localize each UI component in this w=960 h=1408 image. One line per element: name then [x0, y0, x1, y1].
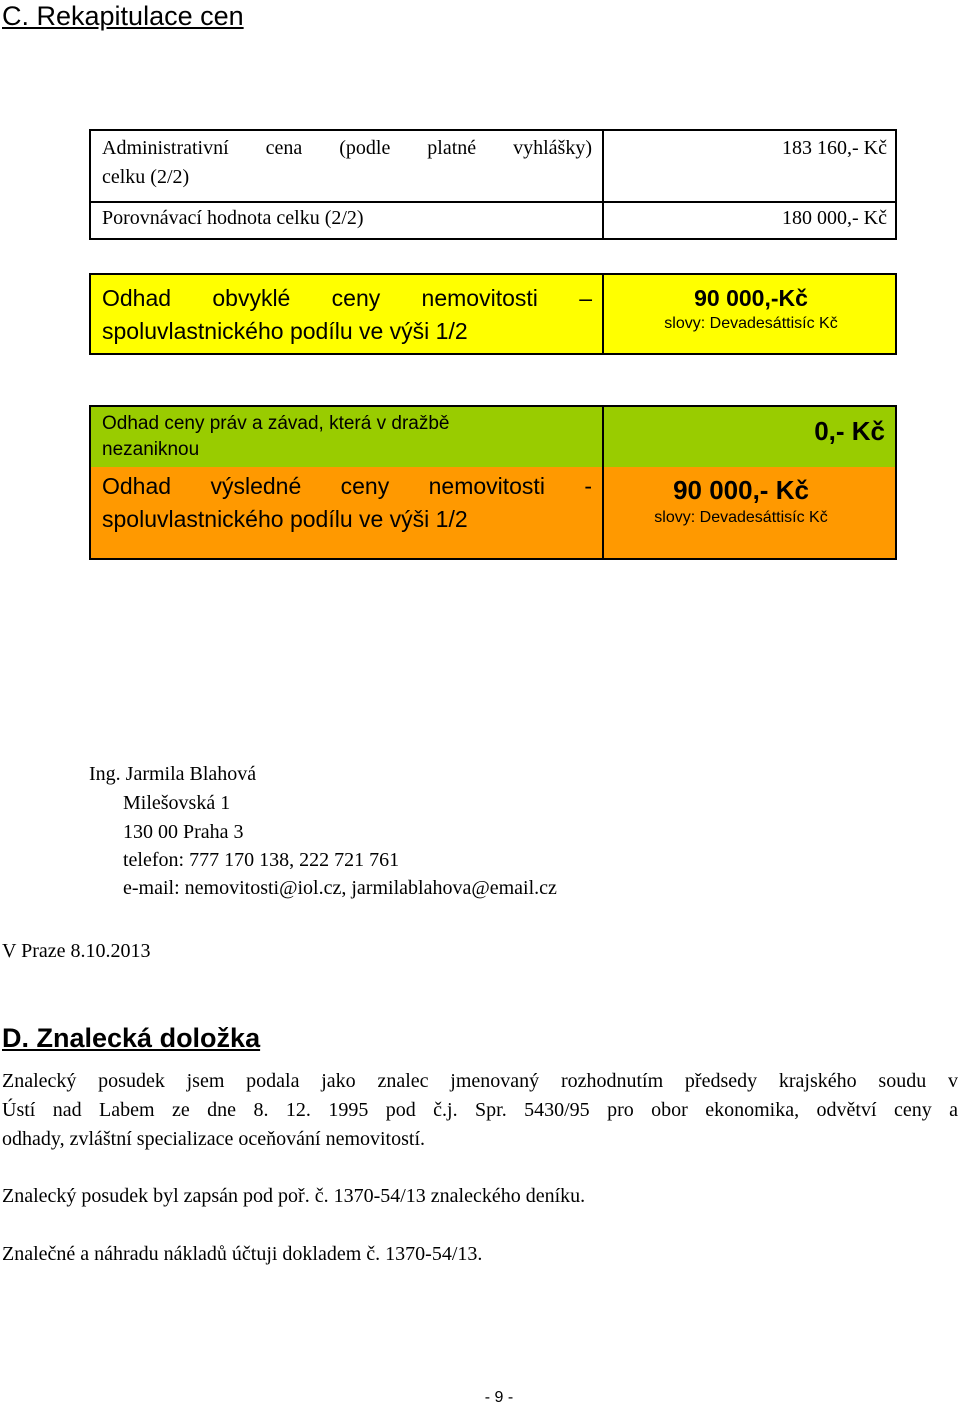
fee-paragraph: Znalečné a náhradu nákladů účtuji dokladem č. 1370-54/13.	[2, 1243, 483, 1265]
section-c-title: C. Rekapitulace cen	[2, 1, 244, 31]
rights-defects-amount: 0,- Kč	[814, 416, 885, 446]
administrative-price-label: Administrativní cena (podle platné vyhlášky) celku (2/2)	[102, 137, 592, 188]
rights-defects-label: Odhad ceny práv a závad, která v dražbě nezaniknou	[102, 413, 450, 460]
price-table-basic	[89, 129, 897, 240]
diary-entry-paragraph: Znalecký posudek byl zapsán pod poř. č. 1370-54/13 znaleckého deníku.	[2, 1185, 586, 1207]
usual-price-amount: 90 000,-Kč	[694, 285, 808, 311]
usual-price-words: slovy: Devadesáttisíc Kč	[664, 315, 838, 332]
expert-email: e-mail: nemovitosti@iol.cz, jarmilablahova@email.cz	[123, 877, 557, 899]
expert-city: 130 00 Praha 3	[123, 821, 244, 843]
final-price-words: slovy: Devadesáttisíc Kč	[654, 509, 828, 526]
comparison-value-amount: 180 000,- Kč	[782, 207, 887, 229]
usual-price-value-cell	[605, 283, 897, 335]
usual-price-label: Odhad obvyklé ceny nemovitosti – spoluvlastnického podílu ve výši 1/2	[102, 285, 592, 344]
expert-street: Milešovská 1	[123, 792, 231, 814]
final-price-amount: 90 000,- Kč	[673, 475, 809, 505]
final-price-table	[89, 405, 897, 560]
section-d-title: D. Znalecká doložka	[2, 1023, 261, 1053]
expert-phone: telefon: 777 170 138, 222 721 761	[123, 849, 400, 871]
page-number: - 9 -	[484, 1389, 514, 1406]
usual-price-table	[89, 273, 897, 355]
expert-name: Ing. Jarmila Blahová	[89, 763, 257, 785]
place-date: V Praze 8.10.2013	[2, 940, 151, 962]
comparison-value-label: Porovnávací hodnota celku (2/2)	[102, 207, 364, 229]
expert-clause-paragraph: Znalecký posudek jsem podala jako znalec jmenovaný rozhodnutím předsedy krajského soudu v Ústí nad Labem ze dne 8. 12. 1995 pod č.j. Spr. 5430/95 pro obor ekonomika, odvětví ceny a odhady, zvláštní specializace oceňování nemovitostí.	[2, 1070, 958, 1150]
final-price-value-cell	[605, 473, 897, 529]
final-price-label: Odhad výsledné ceny nemovitosti - spoluvlastnického podílu ve výši 1/2	[102, 473, 592, 532]
administrative-price-value: 183 160,- Kč	[782, 137, 887, 159]
